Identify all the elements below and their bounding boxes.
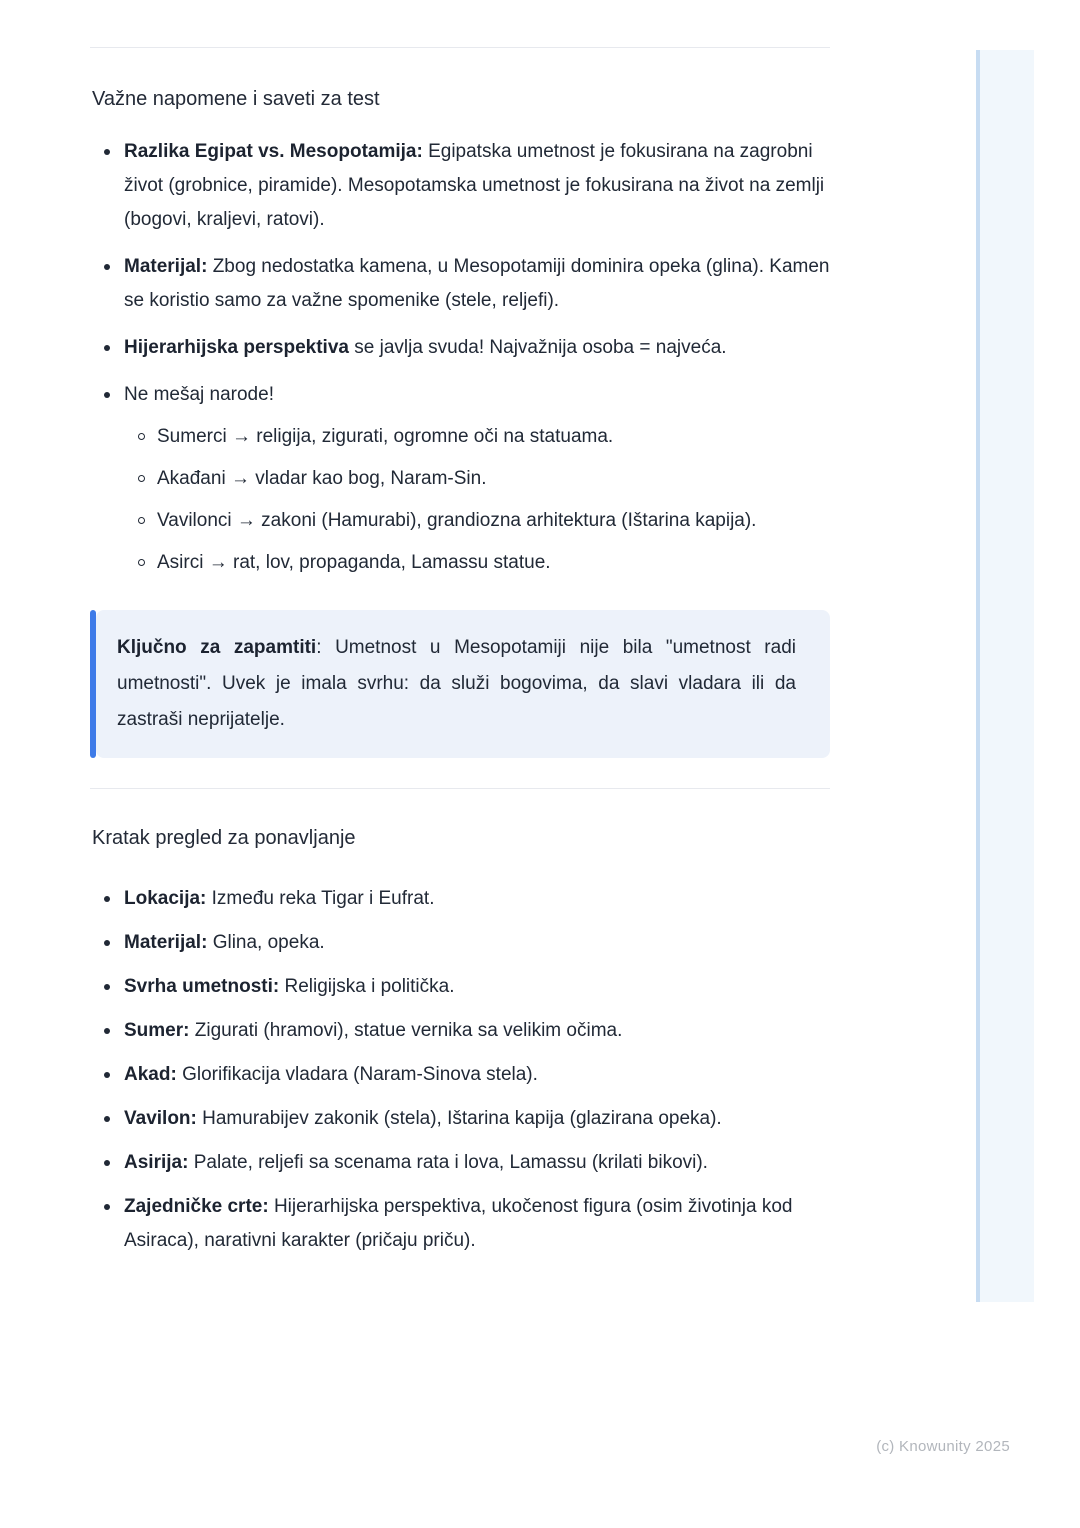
list-item-text: Asirija: Palate, reljefi sa scenama rata i lova, Lamassu (krilati bikovi). bbox=[124, 1152, 708, 1173]
bullet-icon bbox=[104, 1204, 110, 1210]
list-item-bold-label: Zajedničke crte: bbox=[124, 1196, 269, 1217]
notes-list bbox=[90, 135, 830, 588]
list-item-bold-label: Lokacija: bbox=[124, 888, 207, 909]
list-item bbox=[90, 250, 830, 318]
bullet-icon bbox=[104, 940, 110, 946]
list-item-bold-label: Sumer: bbox=[124, 1020, 190, 1041]
list-item-bold-label: Asirija: bbox=[124, 1152, 189, 1173]
section-title-review: Kratak pregled za ponavljanje bbox=[92, 827, 356, 849]
list-item-text: Lokacija: Između reka Tigar i Eufrat. bbox=[124, 888, 435, 909]
bullet-icon bbox=[104, 1028, 110, 1034]
bullet-icon bbox=[104, 1160, 110, 1166]
section-title-notes: Važne napomene i saveti za test bbox=[92, 88, 380, 110]
nested-list-item bbox=[124, 504, 830, 538]
list-item-text: Razlika Egipat vs. Mesopotamija: Egipatska umetnost je fokusirana na zagrobni život (grobnice, piramide). Mesopotamska umetnost je fokusirana na život na zemlji (bogovi, kraljevi, ratovi). bbox=[124, 141, 825, 230]
callout-text bbox=[96, 610, 830, 758]
nested-list bbox=[124, 420, 830, 580]
list-item-bold-label: Hijerarhijska perspektiva bbox=[124, 337, 349, 358]
list-item bbox=[90, 331, 830, 365]
bullet-icon bbox=[104, 1116, 110, 1122]
list-item-bold-label: Materijal: bbox=[124, 256, 208, 277]
copyright: (c) Knowunity 2025 bbox=[876, 1438, 1010, 1455]
list-item-bold-label: Vavilon: bbox=[124, 1108, 197, 1129]
circle-bullet-icon bbox=[138, 433, 145, 440]
list-item-text: Materijal: Glina, opeka. bbox=[124, 932, 325, 953]
divider bbox=[90, 47, 830, 48]
list-item-text: Hijerarhijska perspektiva se javlja svuda! Najvažnija osoba = najveća. bbox=[124, 337, 727, 358]
list-item-bold-label: Svrha umetnosti: bbox=[124, 976, 280, 997]
callout-box bbox=[90, 610, 830, 758]
list-item bbox=[90, 1102, 830, 1136]
circle-bullet-icon bbox=[138, 559, 145, 566]
list-item-text: Vavilon: Hamurabijev zakonik (stela), Ištarina kapija (glazirana opeka). bbox=[124, 1108, 722, 1129]
bullet-icon bbox=[104, 896, 110, 902]
bullet-icon bbox=[104, 984, 110, 990]
list-item-bold-label: Materijal: bbox=[124, 932, 208, 953]
nested-list-item bbox=[124, 546, 830, 580]
nested-list-item-text: Asirci → rat, lov, propaganda, Lamassu statue. bbox=[157, 552, 551, 573]
nested-list-item-text: Sumerci → religija, zigurati, ogromne oči na statuama. bbox=[157, 426, 614, 447]
bullet-icon bbox=[104, 264, 110, 270]
circle-bullet-icon bbox=[138, 475, 145, 482]
list-item-text: Materijal: Zbog nedostatka kamena, u Mesopotamiji dominira opeka (glina). Kamen se koristio samo za važne spomenike (stele, reljefi). bbox=[124, 256, 830, 311]
list-item bbox=[90, 882, 830, 916]
list-item bbox=[90, 378, 830, 588]
list-item bbox=[90, 926, 830, 960]
list-item bbox=[90, 970, 830, 1004]
nested-list-item-text: Vavilonci → zakoni (Hamurabi), grandiozna arhitektura (Ištarina kapija). bbox=[157, 510, 757, 531]
review-list bbox=[90, 882, 830, 1258]
nested-list-item bbox=[124, 420, 830, 454]
bullet-icon bbox=[104, 1072, 110, 1078]
document-content bbox=[90, 0, 830, 1268]
bullet-icon bbox=[104, 149, 110, 155]
list-item-text: Sumer: Zigurati (hramovi), statue vernika sa velikim očima. bbox=[124, 1020, 623, 1041]
list-item bbox=[90, 1014, 830, 1048]
nested-list-item-text: Akađani → vladar kao bog, Naram-Sin. bbox=[157, 468, 487, 489]
nested-list-item bbox=[124, 462, 830, 496]
list-item-text: Svrha umetnosti: Religijska i politička. bbox=[124, 976, 455, 997]
list-item-bold-label: Razlika Egipat vs. Mesopotamija: bbox=[124, 141, 423, 162]
list-item-bold-label: Akad: bbox=[124, 1064, 177, 1085]
list-item-text: Ne mešaj narode! Sumerci → religija, zigurati, ogromne oči na statuama. Akađani → vladar kao bog, Naram-Sin. Vavilonci → zakoni (Hamurabi), grandiozna arhitektura (Ištarina kapija). Asirci → rat, lov, propaganda, Lamassu statue. bbox=[124, 378, 830, 588]
callout-body-text: : Umetnost u Mesopotamiji nije bila "umetnost radi umetnosti". Uvek je imala svrhu: da služi bogovima, da slavi vladara ili da zastraši neprijatelje. bbox=[117, 637, 796, 730]
list-item-text: Zajedničke crte: Hijerarhijska perspektiva, ukočenost figura (osim životinja kod Asiraca), narativni karakter (pričaju priču). bbox=[124, 1196, 793, 1251]
callout-bold-label: Ključno za zapamtiti bbox=[117, 637, 317, 658]
list-item bbox=[90, 1190, 830, 1258]
circle-bullet-icon bbox=[138, 517, 145, 524]
next-page-edge bbox=[976, 50, 1034, 1302]
list-item-text: Akad: Glorifikacija vladara (Naram-Sinova stela). bbox=[124, 1064, 538, 1085]
bullet-icon bbox=[104, 392, 110, 398]
list-item bbox=[90, 135, 830, 237]
callout-accent-bar bbox=[90, 610, 96, 758]
bullet-icon bbox=[104, 345, 110, 351]
list-item bbox=[90, 1146, 830, 1180]
list-item bbox=[90, 1058, 830, 1092]
divider bbox=[90, 788, 830, 789]
